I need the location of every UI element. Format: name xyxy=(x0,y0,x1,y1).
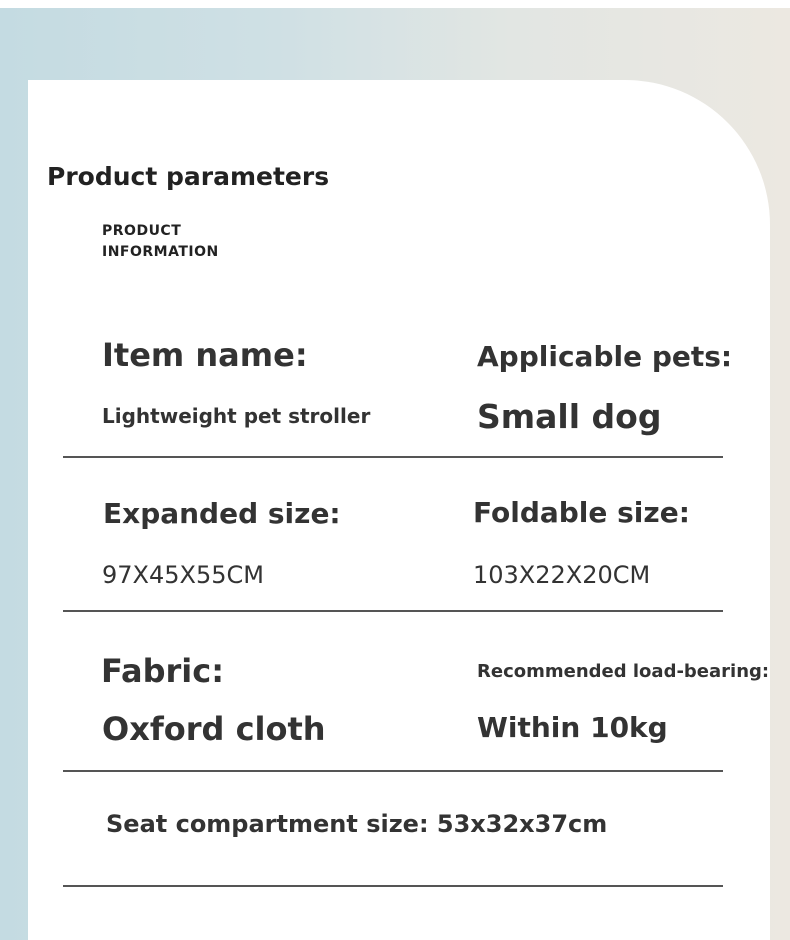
applicable-pets-value: Small dog xyxy=(477,397,662,436)
divider-4 xyxy=(63,885,723,887)
expanded-size-label: Expanded size: xyxy=(103,497,341,530)
top-band xyxy=(0,0,790,8)
foldable-size-value: 103X22X20CM xyxy=(473,561,651,589)
load-bearing-value: Within 10kg xyxy=(477,711,668,744)
subtitle-line-1: PRODUCT xyxy=(102,223,182,239)
divider-2 xyxy=(63,610,723,612)
fabric-value: Oxford cloth xyxy=(102,710,326,748)
item-name-label: Item name: xyxy=(102,336,308,374)
seat-compartment-size: Seat compartment size: 53x32x37cm xyxy=(106,810,608,838)
section-subtitle xyxy=(102,221,219,263)
load-bearing-label: Recommended load-bearing: xyxy=(477,661,770,682)
page-title: Product parameters xyxy=(47,162,330,191)
fabric-label: Fabric: xyxy=(101,652,224,690)
expanded-size-value: 97X45X55CM xyxy=(102,561,264,589)
applicable-pets-label: Applicable pets: xyxy=(477,340,733,373)
subtitle-line-2: INFORMATION xyxy=(102,244,219,260)
foldable-size-label: Foldable size: xyxy=(473,496,690,529)
item-name-value: Lightweight pet stroller xyxy=(102,404,371,428)
divider-1 xyxy=(63,456,723,458)
divider-3 xyxy=(63,770,723,772)
